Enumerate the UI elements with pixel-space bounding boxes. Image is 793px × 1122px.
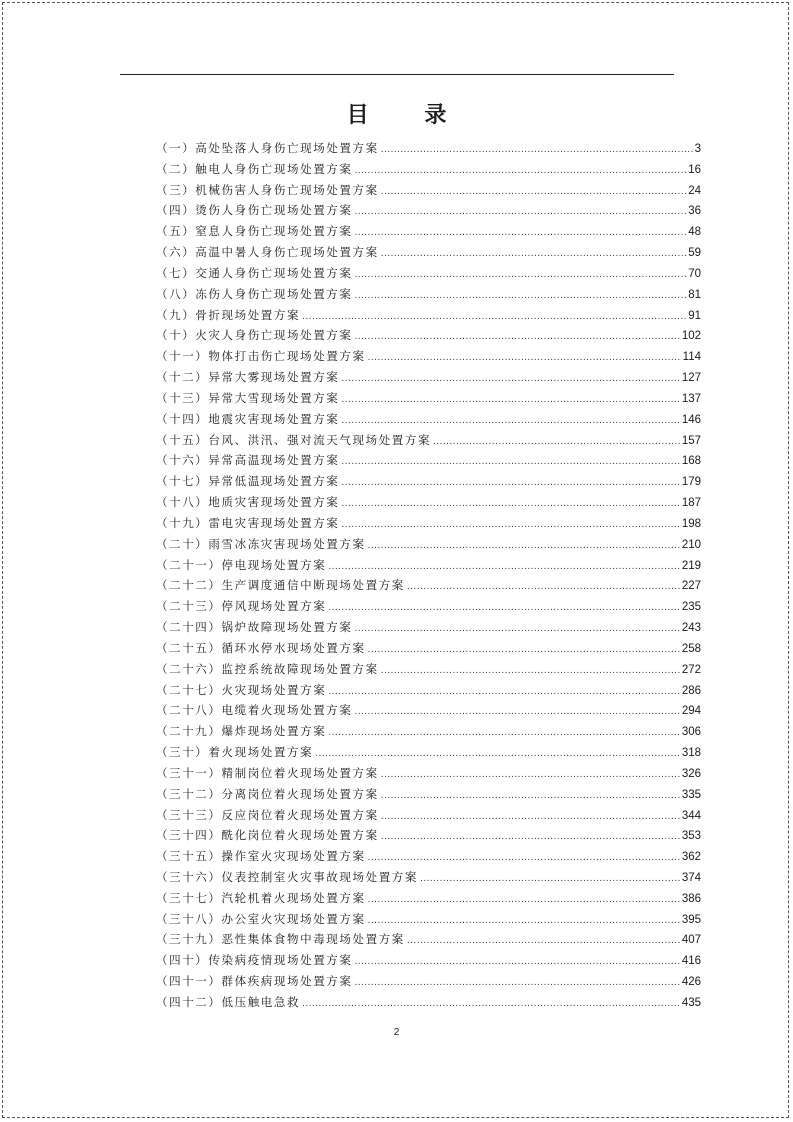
toc-entry[interactable] — [156, 742, 701, 763]
toc-entry-label: （五）窒息人身伤亡现场处置方案 — [156, 224, 353, 239]
toc-entry[interactable] — [156, 721, 701, 742]
toc-entry-page: 70 — [688, 267, 701, 280]
toc-entry-label: （十五）台风、洪汛、强对流天气现场处置方案 — [156, 432, 432, 447]
toc-entry[interactable] — [156, 180, 701, 201]
toc-entry-page: 36 — [688, 205, 701, 218]
toc-entry-page: 386 — [681, 892, 701, 905]
toc-dot-leader — [407, 577, 680, 598]
toc-entry-label: （十一）物体打击伤亡现场处置方案 — [156, 349, 366, 364]
toc-dot-leader — [381, 786, 680, 807]
toc-entry-label: （十三）异常大雪现场处置方案 — [156, 390, 340, 405]
toc-entry-label: （三十六）仪表控制室火灾事故现场处置方案 — [156, 869, 418, 884]
toc-entry-page: 395 — [681, 913, 701, 926]
toc-entry-label: （六）高温中暑人身伤亡现场处置方案 — [156, 245, 379, 260]
toc-entry[interactable] — [156, 534, 701, 555]
toc-entry-page: 59 — [688, 247, 701, 260]
page-number: 2 — [393, 1027, 400, 1038]
toc-entry-page: 198 — [681, 517, 701, 530]
toc-entry-label: （四十一）群体疾病现场处置方案 — [156, 974, 353, 989]
toc-dot-leader — [341, 452, 679, 473]
toc-entry[interactable] — [156, 138, 701, 159]
toc-entry[interactable] — [156, 617, 701, 638]
toc-entry-page: 344 — [681, 809, 701, 822]
toc-entry-page: 235 — [681, 601, 701, 614]
toc-dot-leader — [368, 911, 680, 932]
toc-entry[interactable] — [156, 596, 701, 617]
toc-dot-leader — [328, 723, 680, 744]
toc-dot-leader — [328, 598, 680, 619]
toc-entry-page: 435 — [681, 996, 701, 1009]
toc-entry-page: 426 — [681, 976, 701, 989]
toc-entry-page: 407 — [681, 934, 701, 947]
toc-entry[interactable] — [156, 263, 701, 284]
toc-entry[interactable] — [156, 221, 701, 242]
toc-entry-label: （二十九）爆炸现场处置方案 — [156, 724, 327, 739]
toc-dot-leader — [368, 640, 680, 661]
toc-dot-leader — [355, 223, 687, 244]
toc-entry-label: （十六）异常高温现场处置方案 — [156, 453, 340, 468]
toc-entry-label: （十八）地质灾害现场处置方案 — [156, 495, 340, 510]
toc-entry[interactable] — [156, 575, 701, 596]
toc-entry-page: 102 — [681, 330, 701, 343]
toc-dot-leader — [355, 619, 680, 640]
toc-entry-label: （二十六）监控系统故障现场处置方案 — [156, 661, 379, 676]
toc-entry-label: （三十三）反应岗位着火现场处置方案 — [156, 807, 379, 822]
toc-dot-leader — [381, 807, 680, 828]
toc-dot-leader — [381, 140, 693, 161]
toc-entry-label: （三十七）汽轮机着火现场处置方案 — [156, 890, 366, 905]
toc-dot-leader — [420, 869, 680, 890]
toc-entry-label: （十九）雷电灾害现场处置方案 — [156, 515, 340, 530]
toc-entry-page: 318 — [681, 747, 701, 760]
toc-dot-leader — [368, 348, 681, 369]
toc-entry-label: （二十一）停电现场处置方案 — [156, 557, 327, 572]
toc-entry[interactable] — [156, 700, 701, 721]
toc-dot-leader — [302, 994, 680, 1015]
toc-entry-label: （二十七）火灾现场处置方案 — [156, 682, 327, 697]
toc-entry[interactable] — [156, 388, 701, 409]
toc-entry[interactable] — [156, 992, 701, 1013]
toc-dot-leader — [368, 890, 680, 911]
toc-entry[interactable] — [156, 659, 701, 680]
toc-dot-leader — [341, 390, 679, 411]
toc-entry-page: 3 — [694, 143, 701, 155]
toc-entry-page: 294 — [681, 705, 701, 718]
toc-entry-page: 16 — [688, 163, 701, 176]
toc-entry[interactable] — [156, 846, 701, 867]
toc-entry[interactable] — [156, 763, 701, 784]
toc-entry-label: （二）触电人身伤亡现场处置方案 — [156, 161, 353, 176]
toc-entry[interactable] — [156, 888, 701, 909]
toc-dot-leader — [341, 369, 679, 390]
toc-dot-leader — [407, 931, 680, 952]
toc-entry[interactable] — [156, 284, 701, 305]
toc-entry[interactable] — [156, 305, 701, 326]
toc-entry-page: 114 — [682, 351, 701, 364]
toc-entry-label: （八）冻伤人身伤亡现场处置方案 — [156, 286, 353, 301]
toc-entry[interactable] — [156, 929, 701, 950]
toc-entry[interactable] — [156, 513, 701, 534]
toc-entry-page: 416 — [681, 955, 701, 968]
toc-dot-leader — [302, 307, 686, 328]
toc-entry[interactable] — [156, 492, 701, 513]
toc-dot-leader — [355, 702, 680, 723]
toc-dot-leader — [355, 202, 687, 223]
toc-dot-leader — [355, 952, 680, 973]
toc-entry[interactable] — [156, 950, 701, 971]
toc-entry[interactable] — [156, 471, 701, 492]
toc-dot-leader — [368, 848, 680, 869]
toc-dot-leader — [328, 682, 680, 703]
toc-entry-label: （二十）雨雪冰冻灾害现场处置方案 — [156, 536, 366, 551]
toc-dot-leader — [381, 827, 680, 848]
toc-dot-leader — [355, 327, 680, 348]
toc-entry-label: （七）交通人身伤亡现场处置方案 — [156, 265, 353, 280]
toc-dot-leader — [355, 265, 687, 286]
toc-entry-label: （四十）传染病疫情现场处置方案 — [156, 953, 353, 968]
toc-entry-page: 179 — [681, 476, 701, 489]
toc-entry[interactable] — [156, 346, 701, 367]
toc-entry[interactable] — [156, 200, 701, 221]
toc-entry[interactable] — [156, 784, 701, 805]
toc-entry[interactable] — [156, 971, 701, 992]
toc-entry[interactable] — [156, 909, 701, 930]
toc-entry-page: 286 — [681, 684, 701, 697]
toc-entry-label: （三十九）恶性集体食物中毒现场处置方案 — [156, 932, 405, 947]
toc-entry[interactable] — [156, 430, 701, 451]
toc-title: 目 录 — [346, 103, 471, 128]
toc-entry-page: 258 — [681, 642, 701, 655]
toc-entry-page: 137 — [681, 392, 701, 405]
toc-entry-label: （三）机械伤害人身伤亡现场处置方案 — [156, 182, 379, 197]
toc-entry-page: 127 — [681, 372, 701, 385]
toc-entry-label: （十）火灾人身伤亡现场处置方案 — [156, 328, 353, 343]
toc-entry-page: 326 — [681, 767, 701, 780]
toc-dot-leader — [355, 973, 680, 994]
toc-dot-leader — [433, 432, 680, 453]
toc-entry-label: （二十三）停风现场处置方案 — [156, 599, 327, 614]
toc-entry[interactable] — [156, 867, 701, 888]
toc-entry-page: 272 — [681, 663, 701, 676]
toc-entry-page: 24 — [688, 184, 701, 197]
toc-entry[interactable] — [156, 409, 701, 430]
toc-entry-label: （十七）异常低温现场处置方案 — [156, 474, 340, 489]
toc-dot-leader — [341, 411, 679, 432]
toc-entry-label: （二十二）生产调度通信中断现场处置方案 — [156, 578, 405, 593]
toc-entry-label: （三十四）酰化岗位着火现场处置方案 — [156, 828, 379, 843]
toc-entry-label: （三十一）精制岗位着火现场处置方案 — [156, 765, 379, 780]
toc-dot-leader — [315, 744, 680, 765]
toc-entry-label: （三十二）分离岗位着火现场处置方案 — [156, 786, 379, 801]
toc-dot-leader — [341, 473, 679, 494]
toc-dot-leader — [355, 286, 687, 307]
toc-entry-label: （三十八）办公室火灾现场处置方案 — [156, 911, 366, 926]
toc-entry-page: 210 — [681, 538, 701, 551]
toc-entry[interactable] — [156, 159, 701, 180]
toc-dot-leader — [381, 661, 680, 682]
toc-entry-page: 374 — [681, 871, 701, 884]
toc-entry-page: 306 — [681, 726, 701, 739]
toc-entry[interactable] — [156, 680, 701, 701]
toc-entry-page: 48 — [688, 226, 701, 239]
toc-entry-page: 362 — [681, 851, 701, 864]
toc-entry-page: 146 — [681, 413, 701, 426]
toc-entry[interactable] — [156, 805, 701, 826]
toc-dot-leader — [341, 494, 679, 515]
toc-entry-label: （一）高处坠落人身伤亡现场处置方案 — [156, 141, 379, 155]
toc-entry-page: 219 — [681, 559, 701, 572]
toc-entry[interactable] — [156, 555, 701, 576]
toc-dot-leader — [355, 161, 687, 182]
toc-dot-leader — [381, 244, 687, 265]
toc-entry-page: 227 — [681, 580, 701, 593]
toc-entry[interactable] — [156, 825, 701, 846]
toc-entry-label: （二十八）电缆着火现场处置方案 — [156, 703, 353, 718]
toc-entry-page: 157 — [681, 434, 701, 447]
toc-entry-page: 187 — [681, 497, 701, 510]
toc-entry-label: （三十）着火现场处置方案 — [156, 745, 314, 760]
toc-entry-label: （四十二）低压触电急救 — [156, 994, 301, 1009]
toc-entry-page: 91 — [688, 309, 701, 322]
toc-dot-leader — [381, 765, 680, 786]
toc-entry-page: 81 — [688, 288, 701, 301]
toc-entry-label: （三十五）操作室火灾现场处置方案 — [156, 849, 366, 864]
toc-entry-label: （十四）地震灾害现场处置方案 — [156, 411, 340, 426]
toc-entry-page: 353 — [681, 830, 701, 843]
toc-entry-label: （九）骨折现场处置方案 — [156, 307, 301, 322]
toc-entry-page: 243 — [681, 622, 701, 635]
toc-list — [156, 138, 701, 1013]
toc-entry[interactable] — [156, 242, 701, 263]
toc-entry-label: （二十四）锅炉故障现场处置方案 — [156, 620, 353, 635]
toc-entry-label: （十二）异常大雾现场处置方案 — [156, 370, 340, 385]
toc-dot-leader — [328, 557, 680, 578]
toc-entry[interactable] — [156, 367, 701, 388]
toc-entry-page: 335 — [681, 788, 701, 801]
header-rule — [120, 74, 674, 75]
toc-entry[interactable] — [156, 638, 701, 659]
toc-entry-label: （二十五）循环水停水现场处置方案 — [156, 640, 366, 655]
toc-dot-leader — [341, 515, 679, 536]
toc-entry-label: （四）烫伤人身伤亡现场处置方案 — [156, 203, 353, 218]
toc-entry-page: 168 — [681, 455, 701, 468]
toc-dot-leader — [381, 182, 687, 203]
toc-entry[interactable] — [156, 325, 701, 346]
toc-dot-leader — [368, 536, 680, 557]
toc-entry[interactable] — [156, 450, 701, 471]
